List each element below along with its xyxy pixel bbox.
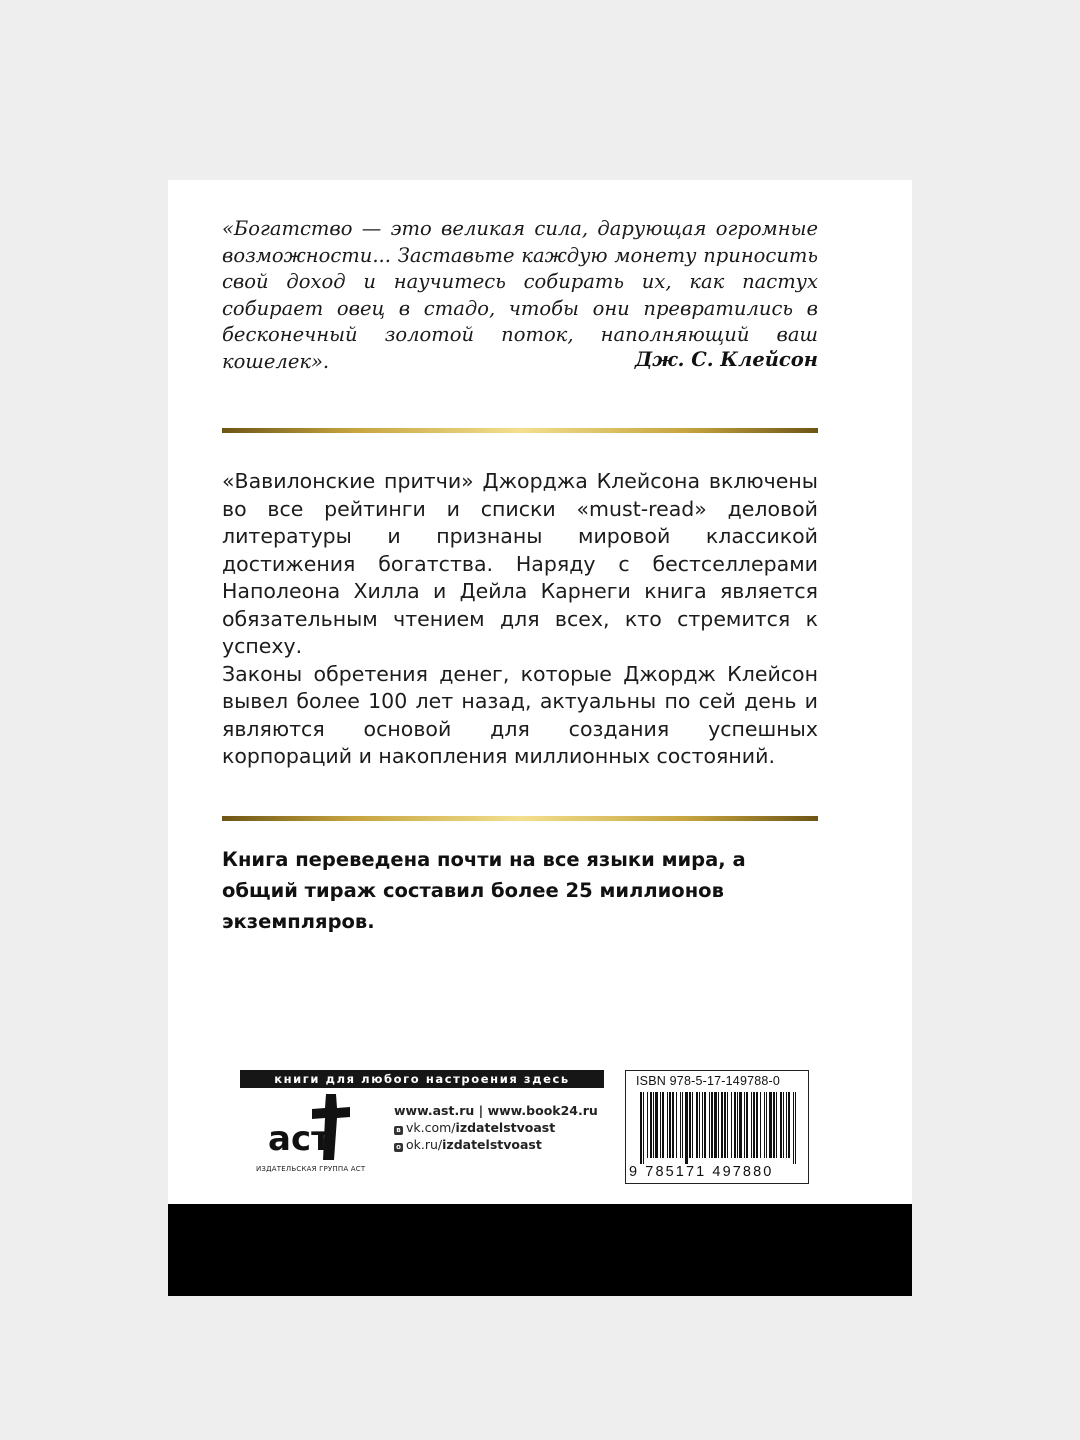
- description-paragraph: «Вавилонские притчи» Джорджа Клейсона включены во все рейтинги и списки «must-read» деловой литературы и признаны мировой классикой достижения богатства. Наряду с бестселлерами Наполеона Хилла и Дейла Карнеги книга является обязательным чтением для всех, кто стремится к успеху.: [222, 469, 818, 658]
- vk-prefix: vk.com/: [406, 1120, 456, 1135]
- barcode-bar: [653, 1092, 654, 1158]
- circulation-highlight: Книга переведена почти на все языки мира, а общий тираж составил более 25 миллионов экземпляров.: [222, 848, 746, 933]
- barcode-bar: [788, 1092, 790, 1158]
- barcode-bar: [795, 1092, 796, 1164]
- description-paragraph: Законы обретения денег, которые Джордж Клейсон вывел более 100 лет назад, актуальны по сей день и являются основой для создания успешных корпораций и накопления миллионных состояний.: [222, 661, 818, 768]
- barcode-bar: [727, 1092, 728, 1158]
- barcode-bar: [669, 1092, 671, 1158]
- barcode-bar: [780, 1092, 782, 1158]
- publisher-links: [394, 1102, 598, 1153]
- barcode-bar: [655, 1092, 658, 1158]
- barcode-bar: [647, 1092, 648, 1158]
- book24-site-link[interactable]: www.book24.ru: [487, 1103, 598, 1118]
- barcode-bar: [793, 1092, 794, 1164]
- ok-link[interactable]: [394, 1136, 598, 1153]
- vk-link[interactable]: [394, 1119, 598, 1136]
- link-separator: |: [478, 1103, 484, 1118]
- barcode-bar: [760, 1092, 761, 1158]
- ok-handle: izdatelstvoast: [442, 1137, 542, 1152]
- barcode-bar: [714, 1092, 717, 1158]
- ok-prefix: ok.ru/: [406, 1137, 443, 1152]
- ok-icon: o: [394, 1143, 403, 1152]
- barcode-bar: [685, 1092, 688, 1164]
- barcode-bar: [699, 1092, 700, 1158]
- barcode-bar: [783, 1092, 784, 1158]
- publisher-name: ИЗДАТЕЛЬСКАЯ ГРУППА АСТ: [256, 1165, 366, 1173]
- barcode-bar: [721, 1092, 723, 1158]
- barcode-bar: [744, 1092, 745, 1158]
- book-back-cover: [168, 180, 912, 1296]
- barcode-bar: [667, 1092, 668, 1158]
- barcode-bar: [746, 1092, 748, 1158]
- vk-handle: izdatelstvoast: [455, 1120, 556, 1135]
- barcode-bar: [709, 1092, 710, 1158]
- barcode-bar: [682, 1092, 683, 1158]
- barcode-bar: [776, 1092, 777, 1158]
- barcode-bar: [702, 1092, 703, 1158]
- book-description: [222, 468, 818, 771]
- barcode-bar: [680, 1092, 681, 1158]
- barcode-digits: 9 785171 497880: [629, 1164, 774, 1180]
- epigraph-quote: «Богатство — это великая сила, дарующая огромные возможности... Заставьте каждую монету приносить свой доход и научитесь собирать их, как пастух собирает овец в стадо, чтобы они превратились в бесконечный золотой поток, наполняющий ваш кошелек».: [222, 217, 818, 373]
- barcode-bar: [756, 1092, 758, 1158]
- barcode-bar: [692, 1092, 693, 1158]
- isbn-number: ISBN 978-5-17-149788-0: [636, 1074, 781, 1088]
- vk-icon: в: [394, 1126, 403, 1135]
- barcode-bar: [660, 1092, 661, 1158]
- publisher-tagline: книги для любого настроения здесь: [240, 1070, 604, 1088]
- barcode-bar: [751, 1092, 752, 1158]
- gold-divider-bottom: [222, 816, 818, 821]
- barcode-bar: [737, 1092, 738, 1158]
- barcode-bar: [734, 1092, 736, 1158]
- barcode-bar: [753, 1092, 755, 1158]
- barcode-bar: [724, 1092, 726, 1158]
- barcode-bar: [786, 1092, 787, 1158]
- barcode-bar: [704, 1092, 706, 1158]
- barcode-bar: [769, 1092, 772, 1158]
- barcode-bar: [689, 1092, 691, 1158]
- barcode-bar: [764, 1092, 765, 1158]
- bottom-black-band: [168, 1204, 912, 1296]
- barcode-bars: [640, 1092, 796, 1164]
- website-links: [394, 1102, 598, 1119]
- barcode-bar: [676, 1092, 677, 1158]
- barcode-bar: [640, 1092, 642, 1164]
- barcode-bar: [773, 1092, 775, 1158]
- barcode-bar: [711, 1092, 713, 1158]
- barcode-bar: [662, 1092, 664, 1158]
- gold-divider-top: [222, 428, 818, 433]
- epigraph-author: Дж. С. Клейсон: [634, 348, 818, 371]
- barcode-bar: [696, 1092, 698, 1158]
- barcode-bar: [739, 1092, 742, 1158]
- barcode-bar: [643, 1092, 644, 1164]
- barcode-bar: [718, 1092, 719, 1158]
- barcode-bar: [650, 1092, 652, 1158]
- barcode-bar: [731, 1092, 732, 1158]
- ast-site-link[interactable]: www.ast.ru: [394, 1103, 475, 1118]
- barcode-bar: [672, 1092, 674, 1158]
- ast-logo-text: аст: [268, 1119, 331, 1159]
- barcode-bar: [766, 1092, 767, 1158]
- isbn-barcode: [625, 1070, 809, 1184]
